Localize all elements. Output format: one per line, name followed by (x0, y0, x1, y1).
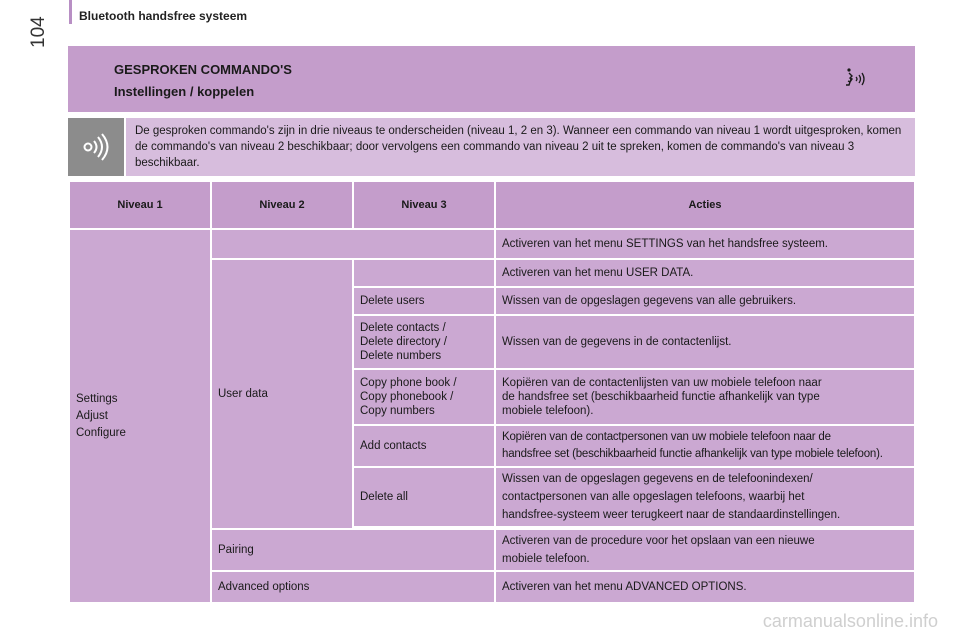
intro-icon-box (68, 118, 124, 176)
page-title: GESPROKEN COMMANDO'S (114, 62, 292, 77)
intro-text: De gesproken commando's zijn in drie niveaus te onderscheiden (niveau 1, 2 en 3). Wanneer een commando van niveau 1 wordt uitgesproken, komen de commando's van niveau 2 beschikbaar; door vervolgens een commando van niveau 2 uit te spreken, komen de commando's van niveau 3 beschikbaar. (135, 125, 902, 169)
copy-phonebook-action: Kopiëren van de contactenlijsten van uw mobiele telefoon naar de handsfree set (beschikbaarheid functie afhankelijk van type mobiele telefoon). (496, 370, 914, 424)
table-header-row (70, 182, 914, 228)
delete-users-action: Wissen van de opgeslagen gegevens van alle gebruikers. (496, 288, 914, 314)
header-niveau-1: Niveau 1 (70, 182, 210, 228)
level3-delete-contacts: Delete contacts / Delete directory / Delete numbers (354, 316, 494, 368)
level2-pairing: Pairing (212, 530, 494, 570)
delete-all-action: Wissen van de opgeslagen gegevens en de telefoonindexen/ contactpersonen van alle opgeslagen telefoons, waarbij het handsfree-systeem weer terugkeert naar de standaardinstellingen. (496, 468, 914, 526)
table-row (70, 230, 914, 258)
section-header-title: Bluetooth handsfree systeem (79, 9, 248, 23)
level2-advanced-options: Advanced options (212, 572, 494, 602)
delete-contacts-action: Wissen van de gegevens in de contactenlijst. (496, 316, 914, 368)
header-accent-bar (69, 0, 72, 24)
header-niveau-3: Niveau 3 (354, 182, 494, 228)
page-number: 104 (28, 16, 49, 48)
user-data-action: Activeren van het menu USER DATA. (496, 260, 914, 286)
intro-box (126, 118, 915, 176)
level3-copy-phonebook: Copy phone book / Copy phonebook / Copy numbers (354, 370, 494, 424)
voice-command-icon (843, 66, 869, 92)
page-subtitle: Instellingen / koppelen (114, 84, 255, 99)
speaker-icon (80, 131, 112, 163)
level3-delete-users: Delete users (354, 288, 494, 314)
level1-settings-cell: Settings Adjust Configure (70, 230, 210, 602)
settings-action: Activeren van het menu SETTINGS van het handsfree systeem. (496, 230, 914, 258)
level3-add-contacts: Add contacts (354, 426, 494, 466)
level2-user-data: User data (212, 260, 352, 528)
title-box (68, 46, 915, 112)
header-niveau-2: Niveau 2 (212, 182, 352, 228)
add-contacts-action: Kopiëren van de contactpersonen van uw mobiele telefoon naar de handsfree set (beschikbaarheid functie afhankelijk van type mobiele telefoon). (496, 426, 914, 466)
advanced-options-action: Activeren van het menu ADVANCED OPTIONS. (496, 572, 914, 602)
level3-delete-all: Delete all (354, 468, 494, 526)
pairing-action: Activeren van de procedure voor het opslaan van een nieuwe mobiele telefoon. (496, 530, 914, 570)
header-acties: Acties (496, 182, 914, 228)
empty-cell (354, 260, 494, 286)
watermark: carmanualsonline.info (762, 611, 938, 631)
empty-cell (212, 230, 494, 258)
voice-command-table (68, 180, 916, 604)
